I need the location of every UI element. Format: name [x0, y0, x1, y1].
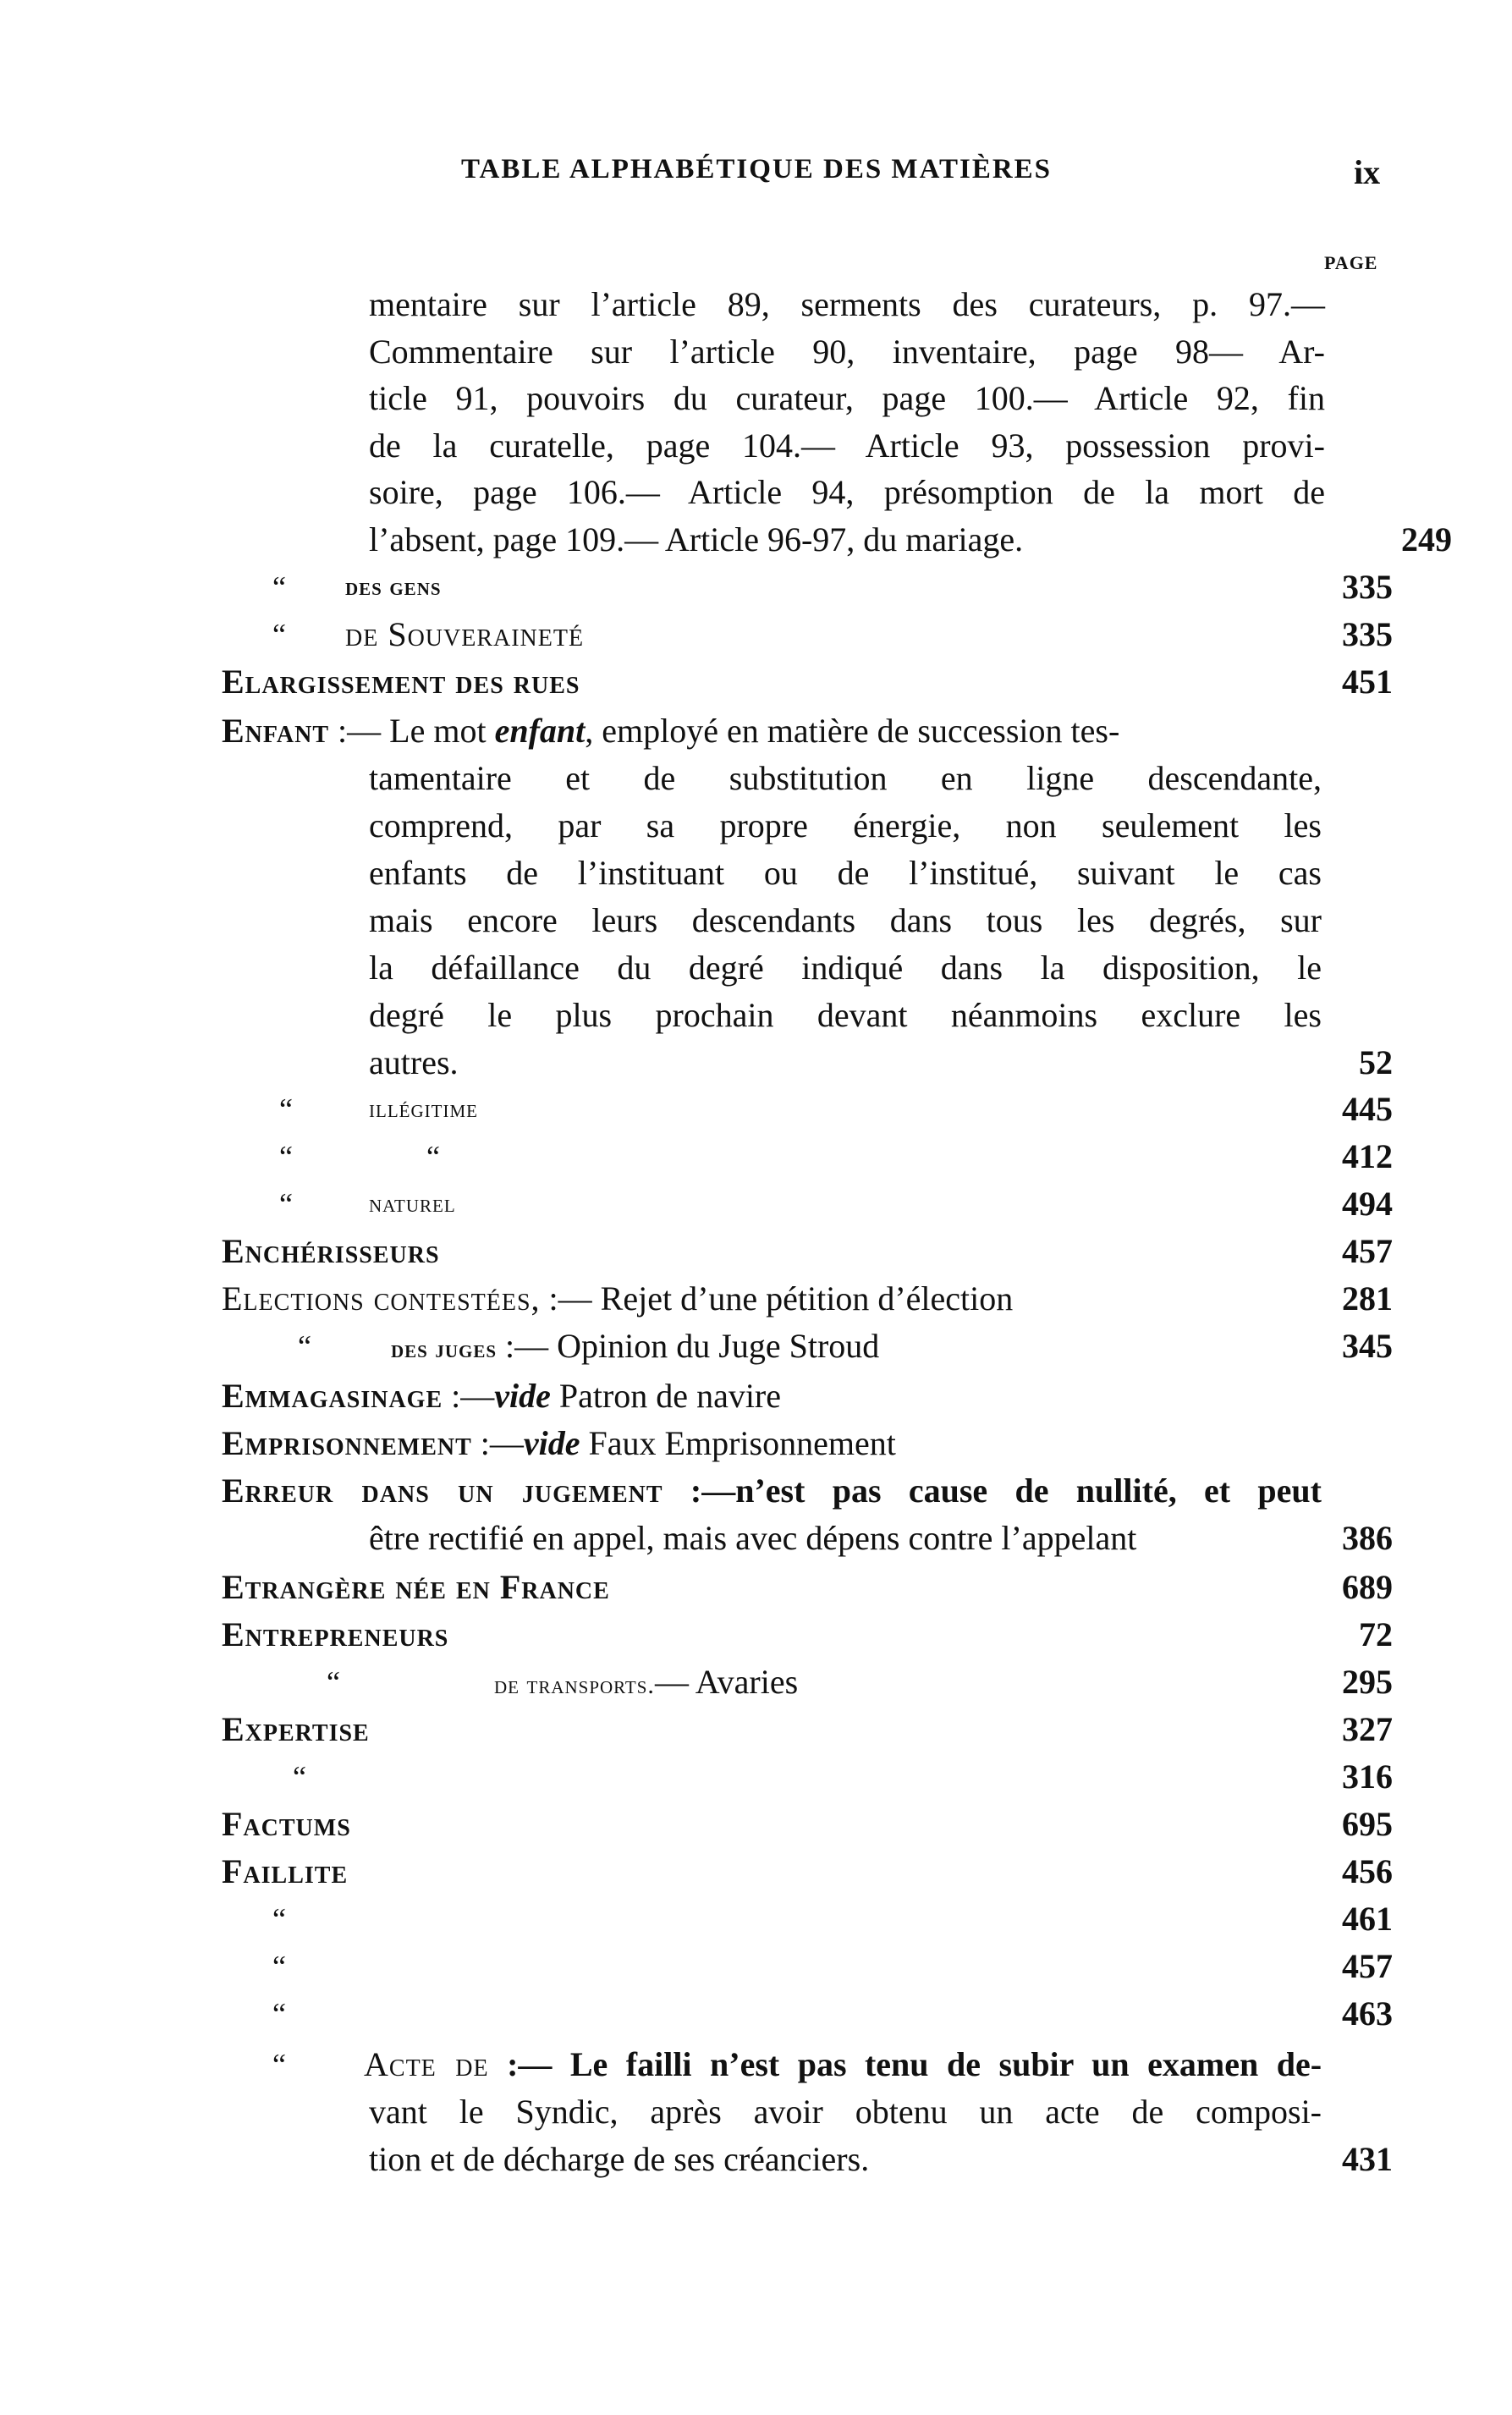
- entry-text: , employé en matière de succession tes-: [585, 712, 1120, 750]
- entry-text-line: mais encore leurs descendants dans tous les degrés, sur: [369, 901, 1322, 939]
- page-reference: 463: [1342, 1994, 1393, 2033]
- entry-text-line: comprend, par sa propre énergie, non seulement les: [369, 806, 1322, 844]
- entry-heading: Emmagasinage: [222, 1377, 443, 1415]
- continuation-entry: [369, 281, 1452, 563]
- entry-heading: des juges: [391, 1335, 498, 1363]
- index-entry: [0, 1086, 1512, 1133]
- page-reference: 345: [1342, 1327, 1393, 1365]
- entry-line: [391, 1323, 879, 1373]
- entry-text-line: vant le Syndic, après avoir obtenu un acte de composi-: [369, 2093, 1322, 2131]
- entry-heading: illégitime: [369, 1095, 478, 1123]
- index-entry: [0, 1848, 1512, 1895]
- page-reference: 335: [1342, 615, 1393, 653]
- page-number: ix: [1354, 153, 1381, 191]
- running-title: TABLE ALPHABÉTIQUE DES MATIÈRES: [461, 154, 1053, 184]
- index-entry: [0, 1706, 1512, 1753]
- entry-text-line: soire, page 106.— Article 94, présomption de la mort de: [369, 473, 1325, 511]
- page-reference: 457: [1342, 1232, 1393, 1270]
- entry-text-italic: vide: [523, 1424, 580, 1462]
- entry-heading: Emprisonnement: [222, 1424, 472, 1462]
- page-reference: 295: [1342, 1663, 1393, 1701]
- page-reference: 494: [1342, 1185, 1393, 1223]
- entry-text-line: mentaire sur l’article 89, serments des curateurs, p. 97.—: [369, 285, 1325, 323]
- ditto-mark: “: [272, 1950, 286, 1983]
- ditto-mark: “: [272, 570, 286, 604]
- entry-text: l’absent, page 109.— Article 96-97, du mariage.: [369, 520, 1024, 558]
- entry-text-line: degré le plus prochain devant néanmoins exclure les: [369, 996, 1322, 1034]
- entry-text: :—: [451, 1377, 495, 1415]
- entry-text-line-last: [369, 516, 1452, 564]
- entry-text-line: autres.: [369, 1043, 459, 1081]
- ditto-mark: “: [279, 1140, 293, 1174]
- entry-text: Faux Emprisonnement: [580, 1424, 896, 1462]
- entry-heading: Erreur dans un jugement: [222, 1472, 663, 1510]
- entry-heading: de Souveraineté: [345, 615, 585, 653]
- entry-text-line: de la curatelle, page 104.— Article 93, possession provi-: [369, 426, 1325, 465]
- entry-heading: Elections contestées,: [222, 1279, 541, 1318]
- index-entry: [0, 1659, 1512, 1706]
- page-reference: 72: [1359, 1615, 1393, 1653]
- index-entry: [0, 1275, 1512, 1323]
- index-entry: [0, 658, 1512, 706]
- entry-text-line: ticle 91, pouvoirs du curateur, page 100.— Article 92, fin: [369, 379, 1325, 417]
- entry-heading: Entrepreneurs: [222, 1615, 449, 1653]
- entry-text-line: enfants de l’instituant ou de l’institué, suivant le cas: [369, 854, 1322, 892]
- entry-heading: Enchérisseurs: [222, 1232, 440, 1270]
- index-entry: [0, 1133, 1512, 1180]
- ditto-mark: “: [426, 1140, 440, 1174]
- index-entry: [0, 1420, 1512, 1467]
- entry-text-line: Commentaire sur l’article 90, inventaire, page 98— Ar-: [369, 332, 1325, 371]
- entry-heading: Acte de: [364, 2045, 489, 2083]
- page-reference: 456: [1342, 1852, 1393, 1890]
- entry-text: Patron de navire: [550, 1377, 782, 1415]
- ditto-mark: “: [279, 1187, 293, 1221]
- page-reference: 327: [1342, 1710, 1393, 1748]
- page-reference: 281: [1342, 1279, 1393, 1318]
- entry-text-line: la défaillance du degré indiqué dans la disposition, le: [369, 949, 1322, 987]
- index-entry: [0, 1228, 1512, 1275]
- entry-heading: de transports.: [494, 1671, 655, 1699]
- page-reference: 431: [1342, 2140, 1393, 2178]
- page-reference: 386: [1342, 1519, 1393, 1557]
- ditto-mark: “: [293, 1760, 306, 1794]
- ditto-mark: “: [327, 1665, 340, 1699]
- entry-heading: Faillite: [222, 1852, 349, 1890]
- index-entry: [0, 1611, 1512, 1659]
- page-reference: 689: [1342, 1568, 1393, 1606]
- entry-heading: Etrangère née en France: [222, 1568, 610, 1606]
- page-reference: 249: [1401, 520, 1452, 558]
- entry-text-line: tamentaire et de substitution en ligne descendante,: [369, 759, 1322, 797]
- entry-first-line: [364, 2041, 1322, 2088]
- entry-text-italic: vide: [494, 1377, 551, 1415]
- index-entry: [0, 1801, 1512, 1848]
- page-reference: 52: [1359, 1043, 1393, 1081]
- entry-heading: Expertise: [222, 1710, 370, 1748]
- index-entry: [0, 1990, 1512, 2038]
- entry-text-line: être rectifié en appel, mais avec dépens contre l’appelant: [369, 1519, 1137, 1557]
- entry-heading: naturel: [369, 1190, 456, 1218]
- entry-heading: Enfant: [222, 712, 330, 750]
- page-column-label: PAGE: [1324, 252, 1378, 273]
- index-entry: [0, 1373, 1512, 1420]
- entry-heading: Elargissement des rues: [222, 663, 580, 701]
- index-entry: [0, 564, 1512, 611]
- ditto-mark: “: [272, 1997, 286, 2031]
- entry-text-line: tion et de décharge de ses créanciers.: [369, 2140, 870, 2178]
- index-entry: [0, 1180, 1512, 1228]
- page-reference: 316: [1342, 1758, 1393, 1796]
- index-entry: [0, 1564, 1512, 1611]
- page-reference: 461: [1342, 1900, 1393, 1938]
- entry-line: [222, 1275, 1013, 1323]
- page-reference: 695: [1342, 1805, 1393, 1843]
- entry-line: [494, 1659, 798, 1709]
- ditto-mark: “: [298, 1329, 311, 1363]
- entry-text: :— Le mot: [338, 712, 495, 750]
- index-entry: [0, 611, 1512, 658]
- index-entry: [0, 1895, 1512, 1943]
- entry-text: :—: [480, 1424, 524, 1462]
- entry-text: :— Le failli n’est pas tenu de subir un examen de-: [507, 2045, 1322, 2083]
- entry-line: [222, 1420, 896, 1467]
- page-reference: 457: [1342, 1947, 1393, 1985]
- page-reference: 445: [1342, 1090, 1393, 1128]
- ditto-mark: “: [272, 618, 286, 652]
- entry-line: [222, 1373, 781, 1420]
- entry-text-italic: enfant: [494, 712, 586, 750]
- entry-first-line: [222, 707, 1119, 755]
- entry-text: :—n’est pas cause de nullité, et peut: [690, 1472, 1322, 1510]
- page-reference: 451: [1342, 663, 1393, 701]
- entry-text: — Avaries: [654, 1663, 799, 1701]
- page-reference: 335: [1342, 568, 1393, 606]
- entry-text: :— Opinion du Juge Stroud: [505, 1327, 880, 1365]
- entry-heading: Factums: [222, 1805, 351, 1843]
- ditto-mark: “: [272, 1902, 286, 1936]
- page-reference: 412: [1342, 1137, 1393, 1175]
- ditto-mark: “: [279, 1092, 293, 1126]
- entry-heading: des gens: [345, 573, 442, 601]
- index-entry: [0, 1753, 1512, 1801]
- index-entry: [0, 1323, 1512, 1370]
- ditto-mark: “: [272, 2048, 286, 2082]
- entry-first-line: [222, 1467, 1322, 1515]
- index-entry: [0, 1943, 1512, 1990]
- entry-text: :— Rejet d’une pétition d’élection: [548, 1279, 1014, 1318]
